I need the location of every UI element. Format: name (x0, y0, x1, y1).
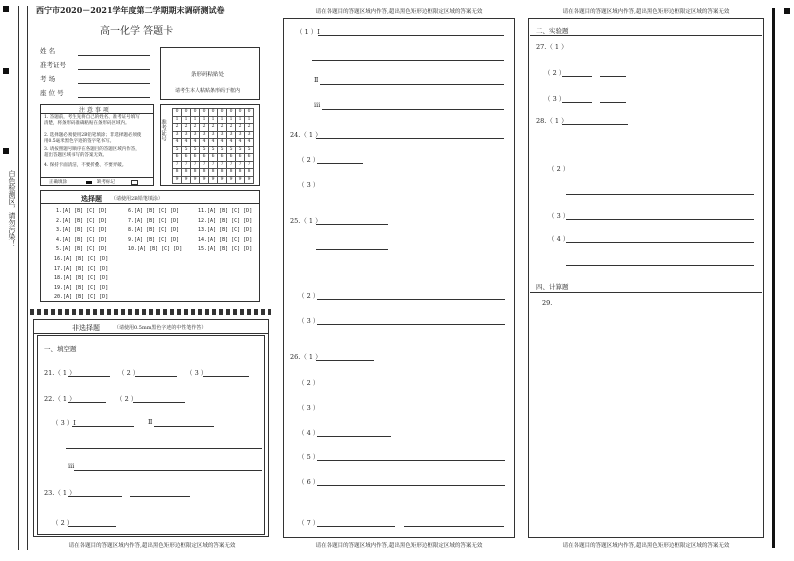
mcq-options[interactable]: [A] [B] [C] [D] (62, 227, 108, 233)
q25-2-answer[interactable] (317, 299, 505, 300)
section1-title: 一、填空题 (44, 345, 77, 353)
examid-cell[interactable]: 9 (209, 176, 218, 184)
examid-cell[interactable]: 0 (218, 109, 227, 117)
q21-label: 21.（ 1 ） (44, 369, 76, 377)
q23-2-answer[interactable] (68, 526, 116, 527)
mcq-number: 4 (56, 236, 60, 243)
section3-title: 四、计算题 (536, 283, 569, 291)
examid-cell[interactable]: 6 (218, 154, 227, 162)
mcq-options[interactable]: [A] [B] [C] [D] (134, 217, 180, 224)
barcode-label: 条形码粘贴处 (191, 72, 225, 78)
examid-grid[interactable] (172, 108, 254, 184)
q26-7-answer-a[interactable] (317, 526, 395, 527)
q28-3-answer[interactable] (566, 219, 754, 220)
examid-cell[interactable]: 9 (182, 176, 191, 184)
examid-cell[interactable]: 4 (200, 139, 209, 147)
mcq-row[interactable]: 20.[A] [B] [C] [D] (54, 294, 109, 300)
mcq-options[interactable]: [A] [B] [C] [D] (62, 246, 108, 252)
examid-cell[interactable]: 2 (209, 124, 218, 132)
examid-cell[interactable]: 3 (227, 131, 236, 139)
q22-2-answer[interactable] (133, 402, 185, 403)
q27-3-answer-b[interactable] (600, 102, 626, 103)
mcq-number: 11 (198, 208, 205, 214)
examid-cell[interactable]: 3 (173, 131, 182, 139)
q28-2-answer[interactable] (566, 194, 754, 195)
examid-cell[interactable]: 0 (173, 109, 182, 117)
right-edge-bar (772, 8, 775, 548)
examid-cell[interactable]: 2 (182, 124, 191, 132)
mcq-options[interactable]: [A] [B] [C] [D] (207, 227, 253, 233)
mcq-options[interactable]: [A] [B] [C] [D] (63, 294, 109, 300)
q26-4-label: （ 4 ） (298, 429, 320, 437)
examid-cell[interactable]: 2 (173, 124, 182, 132)
examid-cell[interactable]: 9 (191, 176, 200, 184)
examid-cell[interactable]: 6 (227, 154, 236, 162)
q26-5-label: （ 5 ） (298, 453, 320, 461)
exam-title: 西宁市2020－2021学年度第二学期期末调研测试卷 (36, 5, 225, 15)
mcq-row[interactable]: 1.[A] [B] [C] [D] (56, 208, 108, 214)
q24-label: 24.（ 1 ） (290, 131, 322, 139)
examid-cell[interactable]: 8 (182, 169, 191, 177)
examid-cell[interactable]: 1 (218, 116, 227, 124)
mcq-row[interactable]: 4.[A] [B] [C] [D] (56, 236, 108, 243)
mcq-number: 3 (56, 227, 60, 233)
mcq-row[interactable]: 17.[A] [B] [C] [D] (54, 265, 109, 272)
q25-3-answer[interactable] (317, 324, 505, 325)
notice-title-rule (41, 113, 153, 114)
q25-2-label: （ 2 ） (298, 292, 320, 300)
examid-cell[interactable]: 3 (236, 131, 245, 139)
examid-cell[interactable]: 2 (245, 124, 254, 132)
mcq-number: 6 (128, 208, 132, 214)
mcq-number: 1 (56, 208, 60, 214)
examid-cell[interactable]: 4 (227, 139, 236, 147)
examid-cell[interactable]: 4 (236, 139, 245, 147)
examid-cell[interactable]: 5 (227, 146, 236, 154)
mcq-options[interactable]: [A] [B] [C] [D] (134, 236, 180, 243)
mcq-row[interactable]: 7.[A] [B] [C] [D] (128, 217, 180, 224)
q22-label: 22.（ 1 ） (44, 395, 76, 403)
mcq-options[interactable]: [A] [B] [C] [D] (63, 256, 109, 262)
timing-mark (3, 6, 9, 12)
mcq-title: 选择题 (81, 194, 102, 203)
examid-cell[interactable]: 1 (209, 116, 218, 124)
examid-cell[interactable]: 6 (173, 154, 182, 162)
q27-2-answer-b[interactable] (600, 76, 626, 77)
q27-3-answer-a[interactable] (562, 102, 592, 103)
mcq-row[interactable]: 11.[A] [B] [C] [D] (198, 208, 253, 214)
mcq-number: 2 (56, 217, 60, 224)
examid-cell[interactable]: 7 (191, 161, 200, 169)
mid-iii-answer[interactable] (322, 109, 504, 110)
q24-1-answer[interactable] (316, 138, 504, 139)
examid-cell[interactable]: 5 (236, 146, 245, 154)
notice-item-1: 1. 答题前，考生先将自己的姓名、准考证号填写清楚，将条形码准确粘贴在条形码区域内。 (44, 115, 140, 126)
examid-cell[interactable]: 5 (200, 146, 209, 154)
examid-cell[interactable]: 9 (236, 176, 245, 184)
examid-cell[interactable]: 4 (209, 139, 218, 147)
q22-1-answer[interactable] (68, 402, 106, 403)
field-room-input[interactable] (78, 83, 150, 84)
field-seat-input[interactable] (78, 97, 150, 98)
notice-item-3: 3. 请按照题号顺序在各题目的答题区域内作答，超出答题区域书写的答案无效。 (44, 147, 140, 158)
q25-1-answer-b[interactable] (316, 249, 388, 250)
examid-cell[interactable]: 0 (245, 109, 254, 117)
q21-2-answer[interactable] (135, 376, 177, 377)
mcq-options[interactable]: [A] [B] [C] [D] (62, 217, 108, 224)
mcq-number: 18 (54, 275, 61, 281)
mcq-number: 15 (198, 246, 205, 252)
examid-grid-label: 准考证号 (160, 119, 166, 141)
missing-mark-box[interactable] (131, 180, 138, 185)
mid-iii-label: ⅲ (314, 101, 321, 109)
fill-legend-sample (86, 181, 92, 184)
examid-cell[interactable]: 0 (209, 109, 218, 117)
examid-cell[interactable]: 4 (218, 139, 227, 147)
q28-1-answer[interactable] (562, 124, 628, 125)
q26-5-answer[interactable] (317, 460, 505, 461)
q26-7-label: （ 7 ） (298, 519, 320, 527)
mcq-row[interactable]: 3.[A] [B] [C] [D] (56, 227, 108, 233)
detection-strip-border (18, 6, 28, 550)
examid-cell[interactable]: 7 (173, 161, 182, 169)
field-examid-label: 准考证号 (40, 61, 66, 69)
examid-cell[interactable]: 1 (236, 116, 245, 124)
examid-cell[interactable]: 7 (182, 161, 191, 169)
mcq-options[interactable]: [A] [B] [C] [D] (137, 246, 183, 252)
fill-in-section (37, 335, 265, 535)
barcode-area (160, 47, 260, 100)
examid-cell[interactable]: 9 (218, 176, 227, 184)
q23-1-answer-a[interactable] (68, 496, 122, 497)
side-detection-text: 白色检测区，请勿污染！ (8, 170, 16, 247)
examid-grid-box (160, 104, 260, 186)
mid-1-i-label: （ 1 ）Ⅰ (296, 28, 320, 36)
mcq-number: 5 (56, 246, 60, 252)
nonmcq-note: （请使用0.5mm黑色字迹的中性笔作答） (114, 325, 207, 331)
q22-3-label: （ 3 ）Ⅰ (52, 419, 76, 427)
examid-cell[interactable]: 6 (209, 154, 218, 162)
examid-cell[interactable]: 6 (200, 154, 209, 162)
q26-1-answer[interactable] (316, 360, 374, 361)
mcq-row[interactable]: 2.[A] [B] [C] [D] (56, 217, 108, 224)
q21-3-answer[interactable] (203, 376, 249, 377)
examid-cell[interactable]: 8 (209, 169, 218, 177)
mcq-row[interactable]: 15.[A] [B] [C] [D] (198, 246, 253, 252)
field-examid-input[interactable] (78, 69, 150, 70)
examid-cell[interactable]: 8 (245, 169, 254, 177)
examid-cell[interactable]: 7 (245, 161, 254, 169)
q28-4-answer-2[interactable] (566, 265, 754, 266)
mcq-title-rule (41, 203, 259, 204)
q21-3-label: （ 3 ） (186, 369, 208, 377)
mcq-row[interactable]: 6.[A] [B] [C] [D] (128, 208, 180, 214)
mcq-number: 7 (128, 217, 132, 224)
mcq-number: 20 (54, 294, 61, 300)
q28-3-label: （ 3 ） (548, 212, 570, 220)
examid-cell[interactable]: 1 (227, 116, 236, 124)
mcq-options[interactable]: [A] [B] [C] [D] (134, 208, 180, 214)
examid-cell[interactable]: 3 (209, 131, 218, 139)
mcq-options[interactable]: [A] [B] [C] [D] (207, 236, 253, 243)
examid-cell[interactable]: 0 (200, 109, 209, 117)
examid-cell[interactable]: 8 (227, 169, 236, 177)
examid-cell[interactable]: 5 (173, 146, 182, 154)
field-name-label: 姓 名 (40, 47, 56, 55)
examid-cell[interactable]: 7 (236, 161, 245, 169)
examid-cell[interactable]: 2 (227, 124, 236, 132)
q27-2-answer-a[interactable] (562, 76, 592, 77)
mcq-options[interactable]: [A] [B] [C] [D] (207, 208, 253, 214)
mcq-number: 19 (54, 284, 61, 291)
examid-cell[interactable]: 4 (173, 139, 182, 147)
q28-label: 28.（ 1 ） (536, 117, 568, 125)
q22-2-label: （ 2 ） (116, 395, 138, 403)
mcq-row[interactable]: 18.[A] [B] [C] [D] (54, 275, 109, 281)
mcq-number: 13 (198, 227, 205, 233)
timing-mark (784, 8, 790, 14)
mcq-options[interactable]: [A] [B] [C] [D] (62, 236, 108, 243)
examid-cell[interactable]: 1 (173, 116, 182, 124)
col2-footer: 请在各题目的答题区域内作答,超出黑色矩形边框限定区域的答案无效 (315, 543, 483, 549)
examid-cell[interactable]: 5 (245, 146, 254, 154)
q22-3-iii-answer[interactable] (74, 470, 262, 471)
q25-1-answer-a[interactable] (316, 224, 388, 225)
examid-cell[interactable]: 7 (209, 161, 218, 169)
col1-footer: 请在各题目的答题区域内作答,超出黑色矩形边框限定区域的答案无效 (68, 543, 236, 549)
examid-cell[interactable]: 0 (182, 109, 191, 117)
q24-2-answer[interactable] (317, 163, 363, 164)
nonmcq-title: 非选择题 (72, 324, 100, 332)
q22-3-ii-answer[interactable] (154, 426, 214, 427)
examid-cell[interactable]: 0 (227, 109, 236, 117)
examid-cell[interactable]: 5 (218, 146, 227, 154)
notice-legend-rule (41, 177, 153, 178)
examid-cell[interactable]: 3 (200, 131, 209, 139)
q26-2-label: （ 2 ） (298, 379, 320, 387)
mcq-row[interactable]: 14.[A] [B] [C] [D] (198, 236, 253, 243)
subtitle: 高一化学 答题卡 (100, 26, 174, 37)
section-separator (30, 309, 271, 315)
q21-1-answer[interactable] (68, 376, 110, 377)
examid-cell[interactable]: 1 (191, 116, 200, 124)
examid-cell[interactable]: 8 (191, 169, 200, 177)
mcq-number: 9 (128, 236, 132, 243)
mcq-options[interactable]: [A] [B] [C] [D] (62, 208, 108, 214)
examid-cell[interactable]: 6 (191, 154, 200, 162)
notice-item-2: 2. 选择题必须使用2B铅笔填涂；非选择题必须使用0.5毫米黑色字迹的签字笔书写。 (44, 133, 142, 144)
examid-cell[interactable]: 8 (218, 169, 227, 177)
timing-mark (3, 148, 9, 154)
q28-2-label: （ 2 ） (548, 165, 570, 173)
field-room-label: 考 场 (40, 75, 56, 83)
mcq-number: 16 (54, 256, 61, 262)
examid-cell[interactable]: 9 (245, 176, 254, 184)
mcq-row[interactable]: 19.[A] [B] [C] [D] (54, 284, 109, 291)
q22-3-long-answer[interactable] (66, 448, 262, 449)
examid-cell[interactable]: 6 (236, 154, 245, 162)
mcq-note: （请使用2B铅笔填涂） (111, 196, 163, 202)
examid-cell[interactable]: 3 (182, 131, 191, 139)
mid-1-i-answer[interactable] (318, 35, 504, 36)
examid-cell[interactable]: 9 (200, 176, 209, 184)
q28-4-answer[interactable] (566, 242, 754, 243)
section3-rule (530, 292, 762, 293)
col2-header: 请在各题目的答题区域内作答,超出黑色矩形边框限定区域的答案无效 (315, 9, 483, 15)
q23-label: 23.（ 1 ） (44, 489, 76, 497)
mcq-row[interactable]: 13.[A] [B] [C] [D] (198, 227, 253, 233)
q29-label: 29. (542, 299, 553, 307)
q28-4-label: （ 4 ） (548, 235, 570, 243)
missing-mark-label: 缺考标记 (97, 180, 115, 185)
examid-cell[interactable]: 8 (173, 169, 182, 177)
examid-cell[interactable]: 7 (218, 161, 227, 169)
mcq-number: 8 (128, 227, 132, 233)
q26-6-answer[interactable] (317, 485, 505, 486)
examid-cell[interactable]: 1 (182, 116, 191, 124)
q27-2-label: （ 2 ） (544, 69, 566, 77)
examid-cell[interactable]: 2 (218, 124, 227, 132)
q26-6-label: （ 6 ） (298, 478, 320, 486)
notice-title: 注 意 事 项 (79, 107, 109, 114)
q24-3-label: （ 3 ） (298, 181, 320, 189)
mid-1-i-answer-2[interactable] (312, 60, 504, 61)
examid-cell[interactable]: 2 (200, 124, 209, 132)
mcq-number: 10 (128, 246, 135, 252)
examid-cell[interactable]: 6 (182, 154, 191, 162)
field-seat-label: 座 位 号 (40, 89, 64, 97)
nonmcq-title-rule (34, 333, 268, 334)
q27-label: 27.（ 1 ） (536, 43, 568, 51)
q24-2-label: （ 2 ） (298, 156, 320, 164)
q25-3-label: （ 3 ） (298, 317, 320, 325)
examid-cell[interactable]: 1 (200, 116, 209, 124)
barcode-note: 请考生本人粘贴条形码于框内 (175, 88, 241, 94)
mcq-options[interactable]: [A] [B] [C] [D] (63, 265, 109, 272)
q26-3-label: （ 3 ） (298, 404, 320, 412)
examid-cell[interactable]: 6 (245, 154, 254, 162)
examid-cell[interactable]: 8 (200, 169, 209, 177)
mcq-row[interactable]: 5.[A] [B] [C] [D] (56, 246, 108, 252)
examid-cell[interactable]: 4 (191, 139, 200, 147)
examid-cell[interactable]: 9 (227, 176, 236, 184)
examid-cell[interactable]: 8 (236, 169, 245, 177)
mcq-number: 14 (198, 236, 205, 243)
mcq-row[interactable]: 16.[A] [B] [C] [D] (54, 256, 109, 262)
mcq-number: 12 (198, 217, 205, 224)
mcq-options[interactable]: [A] [B] [C] [D] (207, 217, 253, 224)
examid-cell[interactable]: 7 (200, 161, 209, 169)
q27-3-label: （ 3 ） (544, 95, 566, 103)
mid-ii-label: Ⅱ (314, 76, 319, 84)
examid-cell[interactable]: 9 (173, 176, 182, 184)
mcq-options[interactable]: [A] [B] [C] [D] (134, 227, 180, 233)
mid-ii-answer[interactable] (320, 84, 504, 85)
examid-cell[interactable]: 1 (245, 116, 254, 124)
examid-cell[interactable]: 3 (218, 131, 227, 139)
mcq-row[interactable]: 10.[A] [B] [C] [D] (128, 246, 183, 252)
examid-cell[interactable]: 3 (245, 131, 254, 139)
q23-1-answer-b[interactable] (130, 496, 190, 497)
q21-2-label: （ 2 ） (118, 369, 140, 377)
q23-2-label: （ 2 ） (52, 519, 74, 527)
section2-title: 二、实验题 (536, 27, 569, 35)
examid-cell[interactable]: 5 (209, 146, 218, 154)
mcq-row[interactable]: 8.[A] [B] [C] [D] (128, 227, 180, 233)
q26-4-answer[interactable] (317, 436, 391, 437)
examid-cell[interactable]: 5 (182, 146, 191, 154)
examid-cell[interactable]: 5 (191, 146, 200, 154)
q26-label: 26.（ 1 ） (290, 353, 322, 361)
mcq-options[interactable]: [A] [B] [C] [D] (207, 246, 253, 252)
q26-7-answer-b[interactable] (404, 526, 504, 527)
q25-label: 25.（ 1 ） (290, 217, 322, 225)
col3-header: 请在各题目的答题区域内作答,超出黑色矩形边框限定区域的答案无效 (562, 9, 730, 15)
q22-3-i-answer[interactable] (72, 426, 134, 427)
mcq-row[interactable]: 9.[A] [B] [C] [D] (128, 236, 180, 243)
examid-cell[interactable]: 7 (227, 161, 236, 169)
mcq-number: 17 (54, 265, 61, 272)
examid-cell[interactable]: 2 (236, 124, 245, 132)
notice-item-4: 4. 保持卡面清洁，不要折叠、不要弄破。 (44, 163, 127, 168)
col3-footer: 请在各题目的答题区域内作答,超出黑色矩形边框限定区域的答案无效 (562, 543, 730, 549)
q22-3-iii-label: ⅲ (68, 462, 75, 470)
notice-box (40, 104, 154, 186)
section2-rule (530, 35, 762, 36)
examid-cell[interactable]: 0 (191, 109, 200, 117)
field-name-input[interactable] (78, 55, 150, 56)
examid-cell[interactable]: 0 (236, 109, 245, 117)
timing-mark (3, 68, 9, 74)
examid-cell[interactable]: 2 (191, 124, 200, 132)
examid-cell[interactable]: 4 (182, 139, 191, 147)
examid-cell[interactable]: 3 (191, 131, 200, 139)
q22-3-ii-label: Ⅱ (148, 418, 153, 426)
mcq-options[interactable]: [A] [B] [C] [D] (63, 284, 109, 291)
fill-legend: 正确填涂 (49, 180, 67, 185)
mcq-options[interactable]: [A] [B] [C] [D] (63, 275, 109, 281)
mcq-row[interactable]: 12.[A] [B] [C] [D] (198, 217, 253, 224)
examid-cell[interactable]: 4 (245, 139, 254, 147)
